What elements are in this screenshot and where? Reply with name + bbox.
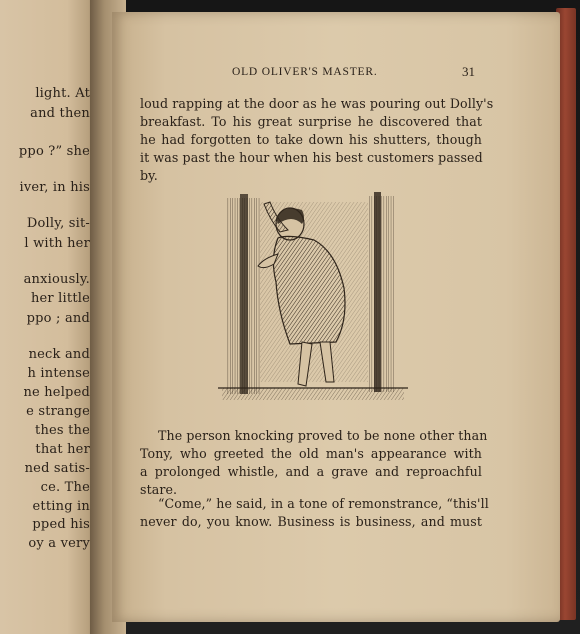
left-page-text-fragment: ned satis- (24, 461, 90, 476)
left-page-text-fragment: ppo ; and (26, 311, 90, 326)
left-page-text-fragment: h intense (27, 366, 90, 381)
left-page-text-fragment: neck and (28, 347, 90, 362)
left-page-text-fragment: iver, in his (19, 180, 90, 195)
left-page-text-fragment: ne helped (23, 385, 90, 400)
left-page-text-fragment: that her (35, 442, 90, 457)
left-page-text-fragment: her little (30, 291, 90, 306)
paragraph-2-line: stare. (140, 482, 178, 497)
paragraph-1-line: by. (140, 168, 158, 183)
left-page-text-fragment: light. At (35, 86, 90, 101)
paragraph-1-line: breakfast. To his great surprise he discovered that (140, 114, 482, 129)
paragraph-1-line: he had forgotten to take down his shutters, though (140, 132, 482, 147)
engraving-illustration (218, 192, 408, 412)
left-page-text-fragment: anxiously. (23, 272, 90, 287)
paragraph-3-line: never do, you know. Business is business, and must (140, 514, 482, 529)
running-header: OLD OLIVER'S MASTER. (232, 66, 378, 78)
paragraph-1-line: loud rapping at the door as he was pouring out Dolly's (140, 96, 494, 111)
left-page-text-fragment: oy a very (28, 536, 90, 551)
paragraph-1-line: it was past the hour when his best customers passed (140, 150, 483, 165)
left-page-text-fragment: pped his (32, 517, 90, 532)
left-page-text-fragment: thes the (35, 423, 90, 438)
paragraph-2-line: a prolonged whistle, and a grave and reproachful (140, 464, 482, 479)
left-page-text-fragment: e strange (26, 404, 90, 419)
left-page-text-fragment: ppo ?” she (18, 144, 90, 159)
paragraph-3-line: “Come,” he said, in a tone of remonstrance, “this'll (158, 496, 489, 511)
left-page-text-fragment: etting in (32, 499, 90, 514)
paragraph-2-line: Tony, who greeted the old man's appearance with (140, 446, 482, 461)
paragraph-2-line: The person knocking proved to be none other than (158, 428, 488, 443)
left-page-text-fragment: Dolly, sit- (26, 216, 90, 231)
page-number: 31 (462, 64, 475, 79)
left-page-text-fragment: ce. The (40, 480, 90, 495)
left-page (0, 0, 96, 634)
left-page-text-fragment: l with her (24, 236, 90, 251)
left-page-text-fragment: and then (30, 106, 90, 121)
